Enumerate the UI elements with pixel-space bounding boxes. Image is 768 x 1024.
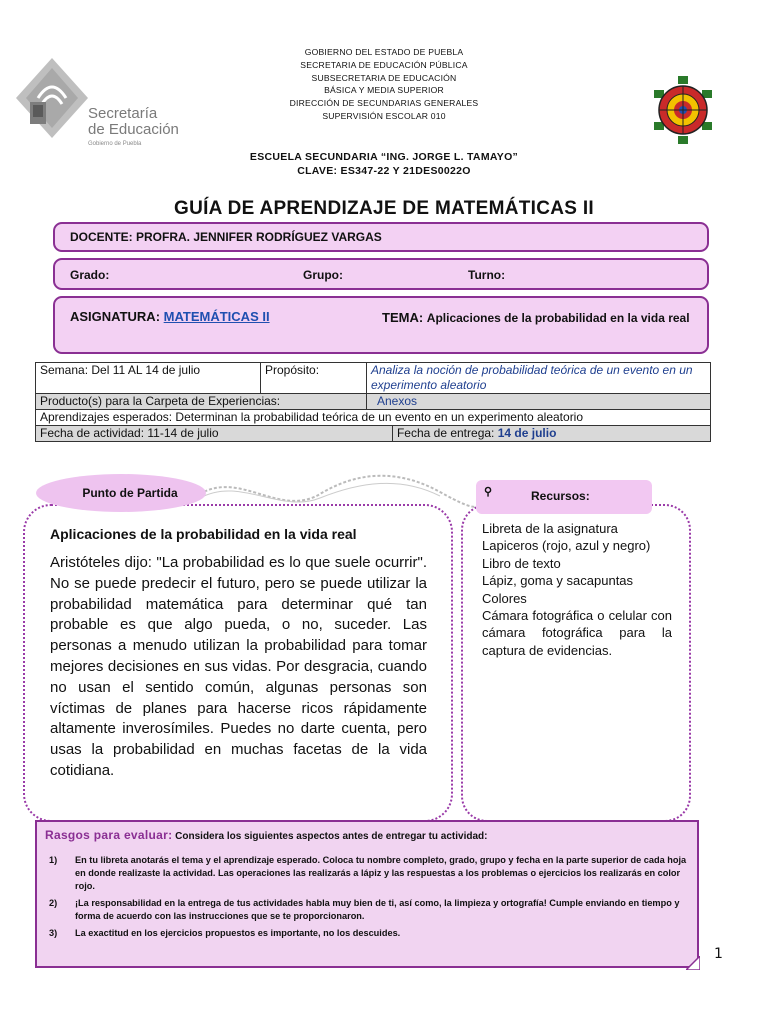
page-fold-icon xyxy=(686,956,700,970)
list-item xyxy=(47,854,687,893)
table-row xyxy=(36,426,711,442)
rasgos-label: Rasgos para evaluar: xyxy=(45,828,173,842)
producto-value-cell: Anexos xyxy=(367,394,711,410)
aprendizajes-colon: : xyxy=(168,410,173,424)
school-name: ESCUELA SECUNDARIA “ING. JORGE L. TAMAYO” xyxy=(249,151,519,163)
logo-text-line-2: de Educación xyxy=(88,121,179,138)
list-item: Libro de texto xyxy=(482,555,561,571)
item-number: 3) xyxy=(49,928,58,938)
gov-line: BÁSICA Y MEDIA SUPERIOR xyxy=(324,85,444,96)
gov-line: SUBSECRETARIA DE EDUCACIÓN xyxy=(311,72,457,83)
recursos-label: Recursos: xyxy=(531,489,590,503)
rasgos-list xyxy=(47,854,687,944)
item-number: 1) xyxy=(49,855,58,865)
school-info xyxy=(180,150,588,178)
asignatura-box xyxy=(53,296,709,354)
turno-label: Turno: xyxy=(468,268,506,282)
table-row xyxy=(36,394,711,410)
logo-small-text: Gobierno de Puebla xyxy=(88,141,142,147)
pin-icon: ⚲ xyxy=(484,486,493,498)
logo-text-line-1: Secretaría xyxy=(88,105,158,122)
docente-box xyxy=(53,222,709,252)
asignatura-link[interactable]: MATEMÁTICAS II xyxy=(163,309,270,324)
item-text: La exactitud en los ejercicios propuestos es importante, no los descuides. xyxy=(75,928,401,938)
secretaria-logo xyxy=(12,58,192,154)
aprendizajes-value: Determinan la probabilidad teórica de un evento en un experimento aleatorio xyxy=(172,410,584,424)
list-item xyxy=(47,897,687,923)
secretaria-emblem-icon xyxy=(12,58,88,154)
recursos-list xyxy=(482,520,672,659)
government-header xyxy=(230,46,538,123)
list-item: Lapiceros (rojo, azul y negro) xyxy=(482,538,651,554)
aprendizajes-label: Aprendizajes esperados xyxy=(40,410,169,424)
punto-partida-text: Aristóteles dijo: "La probabilidad es lo que suele ocurrir". No se puede predecir el futuro, pero se puede utilizar la probabilidad matemática para determinar qué tan probable es que algo pueda, o no, suceder. Las personas a menudo utilizan la probabilidad para tomar mejores decisiones en sus vidas. Por desgracia, cuando no usan el sentido común, algunas personas son víctimas de planes para hacerse ricos rápidamente altamente inverosímiles. Puedes no darte cuenta, pero usas la probabilidad en muchas facetas de la vida cotidiana. xyxy=(50,554,427,779)
table-row xyxy=(36,410,711,426)
school-emblem xyxy=(650,76,716,146)
page-number: 1 xyxy=(714,946,723,962)
semana-cell: Semana: Del 11 AL 14 de julio xyxy=(36,363,261,394)
info-table xyxy=(35,362,711,442)
school-shield-icon xyxy=(650,76,716,146)
list-item: Lápiz, goma y sacapuntas xyxy=(482,573,634,589)
rasgos-box xyxy=(35,820,699,968)
grado-box xyxy=(53,258,709,290)
proposito-label-cell: Propósito: xyxy=(261,363,367,394)
fecha-entrega-label: Fecha de entrega: xyxy=(396,426,495,440)
tema-label: TEMA: xyxy=(382,310,424,325)
docente-text: DOCENTE: PROFRA. JENNIFER RODRÍGUEZ VARGAS xyxy=(70,230,382,244)
list-item: Libreta de la asignatura xyxy=(482,521,618,536)
fecha-actividad-cell: Fecha de actividad: 11-14 de julio xyxy=(36,426,393,442)
list-item: Colores xyxy=(482,590,527,606)
tema-value: Aplicaciones de la probabilidad en la vida real xyxy=(426,311,690,325)
item-number: 2) xyxy=(49,898,58,908)
table-row xyxy=(36,363,711,394)
grupo-label: Grupo: xyxy=(303,268,343,282)
fecha-entrega-value: 14 de julio xyxy=(497,426,557,440)
fecha-entrega-cell xyxy=(392,426,710,442)
grado-label: Grado: xyxy=(70,268,110,282)
producto-label-cell: Producto(s) para la Carpeta de Experiencias: xyxy=(36,394,367,410)
item-text: ¡La responsabilidad en la entrega de tus actividades habla muy bien de ti, así como, la limpieza y ortografía! Cumple enviando en tiempo y forma de acuerdo con las instrucciones que se te proporcionaron. xyxy=(75,898,680,921)
punto-partida-title: Aplicaciones de la probabilidad en la vida real xyxy=(50,526,357,542)
rasgos-intro: Considera los siguientes aspectos antes de entregar tu actividad: xyxy=(172,831,488,842)
punto-partida-tag xyxy=(36,474,206,512)
list-item: Cámara fotográfica o celular con cámara fotográfica para la captura de evidencias. xyxy=(482,608,672,658)
item-text: En tu libreta anotarás el tema y el aprendizaje esperado. Coloca tu nombre completo, grado, grupo y fecha en la parte superior de cada hoja en donde realizaste la actividad. Las operaciones las realizarás a lápiz y las respuestas a los problemas o ejercicios los realizarás en color rojo. xyxy=(75,855,687,891)
rasgos-header xyxy=(45,828,487,842)
gov-line: SECRETARIA DE EDUCACIÓN PÚBLICA xyxy=(300,59,468,70)
school-clave: CLAVE: ES347-22 Y 21DES0022O xyxy=(297,165,471,177)
proposito-value-cell: Analiza la noción de probabilidad teórica de un evento en un experimento aleatorio xyxy=(367,363,711,394)
gov-line: DIRECCIÓN DE SECUNDARIAS GENERALES xyxy=(289,98,479,109)
list-item xyxy=(47,927,687,940)
punto-partida-label: Punto de Partida xyxy=(82,486,178,500)
recursos-tag xyxy=(476,480,652,514)
page-title: GUÍA DE APRENDIZAJE DE MATEMÁTICAS II xyxy=(174,198,594,219)
gov-line: SUPERVISIÓN ESCOLAR 010 xyxy=(322,110,446,121)
asignatura-label: ASIGNATURA: xyxy=(70,309,161,324)
aprendizajes-cell xyxy=(36,410,711,426)
gov-line: GOBIERNO DEL ESTADO DE PUEBLA xyxy=(304,47,464,57)
